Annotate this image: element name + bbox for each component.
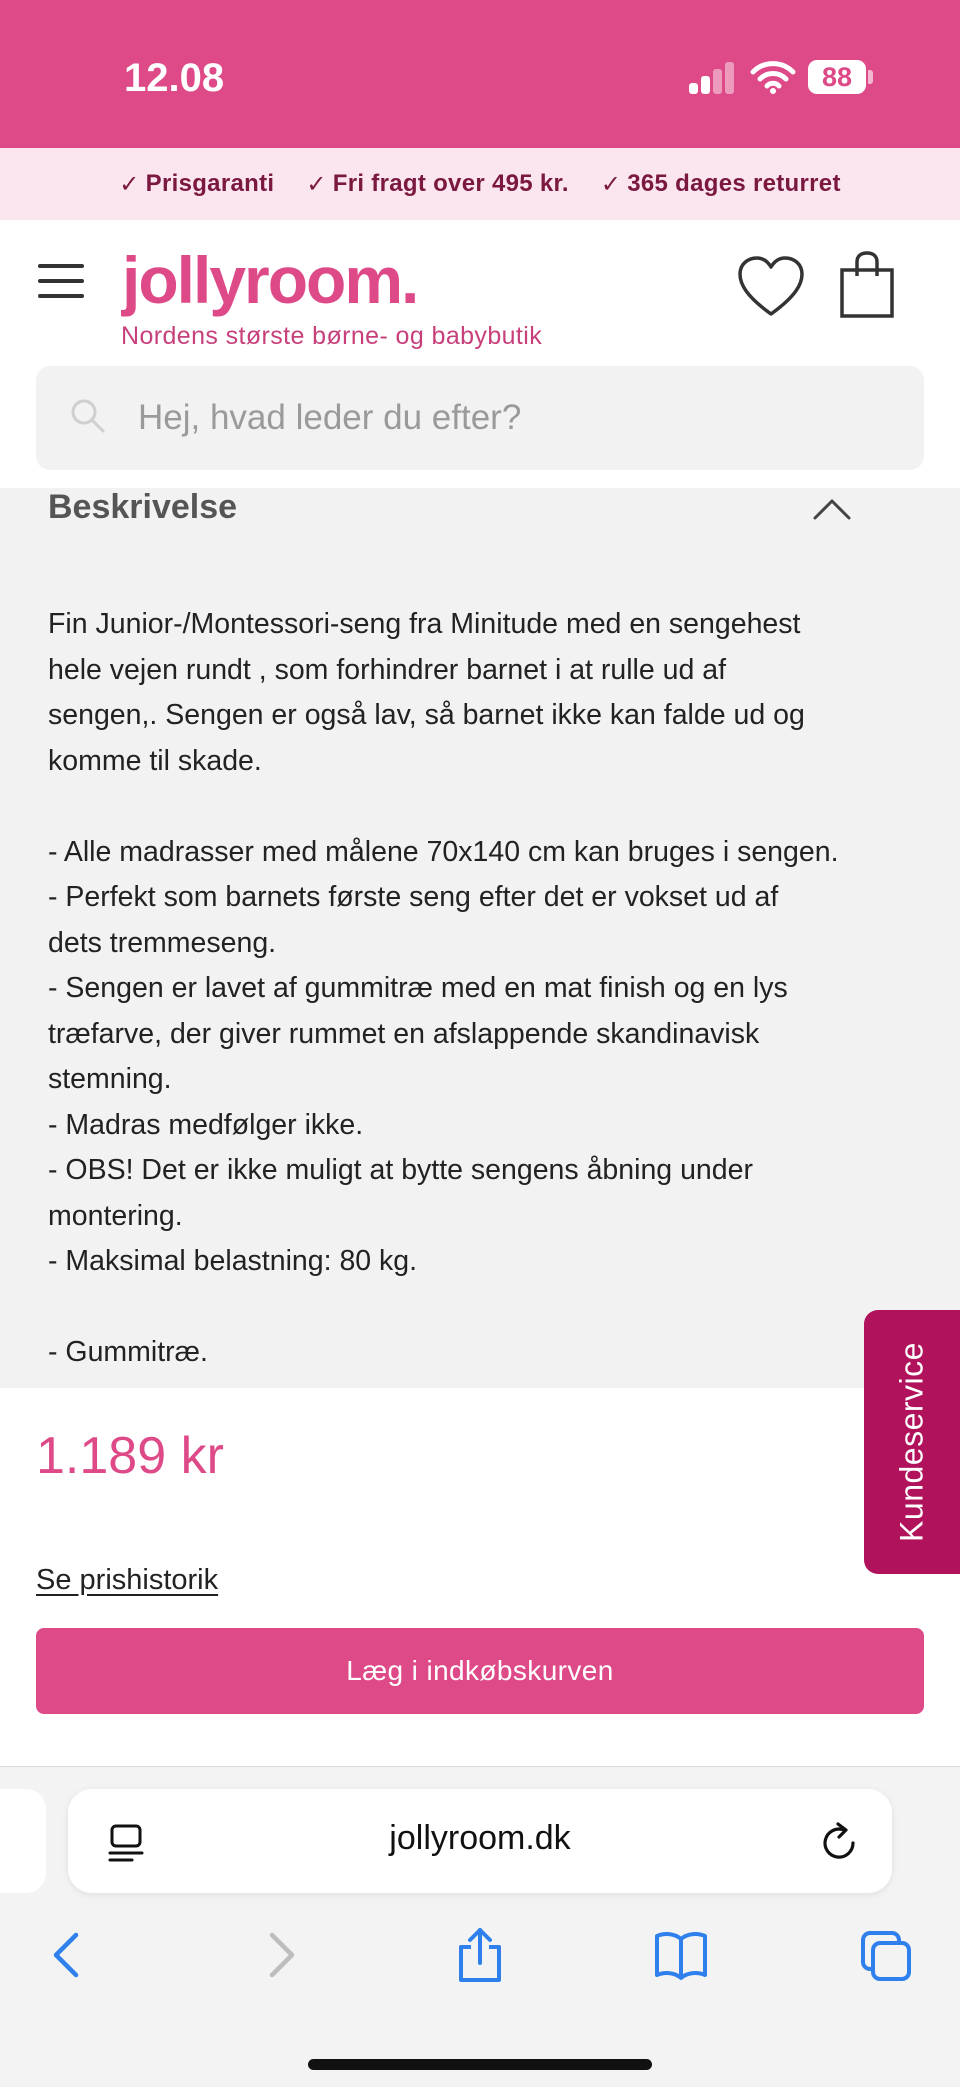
check-icon: ✓ xyxy=(119,170,140,198)
share-icon[interactable] xyxy=(453,1927,507,1983)
description-line: sengen,. Sengen er også lav, så barnet ikke kan falde ud og xyxy=(48,699,805,731)
usp-item-prisgaranti xyxy=(119,170,274,199)
check-icon: ✓ xyxy=(306,170,327,198)
description-line: - Alle madrasser med målene 70x140 cm kan bruges i sengen. xyxy=(48,835,839,868)
status-time: 12.08 xyxy=(124,56,225,100)
home-indicator xyxy=(308,2059,652,2070)
kundeservice-tab[interactable] xyxy=(864,1310,960,1574)
description-section xyxy=(0,488,960,1388)
battery-tip xyxy=(868,70,873,84)
url-text: jollyroom.dk xyxy=(389,1819,571,1857)
description-line: træfarve, der giver rummet en afslappende skandinavisk xyxy=(48,1017,760,1050)
search-icon xyxy=(68,396,108,436)
signal-icon xyxy=(689,62,735,94)
description-spacer xyxy=(48,1285,918,1331)
forward-icon[interactable] xyxy=(252,1927,306,1983)
description-line: komme til skade. xyxy=(48,744,262,777)
logo[interactable]: jollyroom. xyxy=(122,243,418,317)
description-title[interactable]: Beskrivelse xyxy=(48,488,238,526)
shopping-bag-icon[interactable] xyxy=(838,250,896,320)
usp-item-returret xyxy=(601,170,841,199)
description-line: montering. xyxy=(48,1199,183,1232)
browser-toolbar xyxy=(0,1766,960,2087)
status-bar xyxy=(0,0,960,148)
tagline: Nordens største børne- og babybutik xyxy=(121,322,543,350)
usp-bar xyxy=(0,148,960,220)
description-line: - Perfekt som barnets første seng efter det er vokset ud af xyxy=(48,881,779,913)
usp-label: Fri fragt over 495 kr. xyxy=(332,170,569,197)
description-line: Fin Junior-/Montessori-seng fra Minitude med en sengehest xyxy=(48,608,801,640)
price-history-link[interactable]: Se prishistorik xyxy=(36,1564,219,1596)
add-to-cart-button[interactable]: Læg i indkøbskurven xyxy=(36,1628,924,1714)
check-icon: ✓ xyxy=(600,170,622,198)
search-placeholder: Hej, hvad leder du efter? xyxy=(138,398,522,437)
heart-icon[interactable] xyxy=(736,254,806,320)
description-spacer xyxy=(48,784,918,830)
usp-item-fri-fragt xyxy=(306,170,568,199)
description-line: - Sengen er lavet af gummitræ med en mat finish og en lys xyxy=(48,972,788,1004)
bookmarks-icon[interactable] xyxy=(654,1927,708,1983)
back-icon[interactable] xyxy=(42,1927,96,1983)
wifi-icon xyxy=(750,60,796,94)
usp-label: Prisgaranti xyxy=(145,170,275,197)
tabs-icon[interactable] xyxy=(860,1927,914,1983)
description-line: hele vejen rundt , som forhindrer barnet i at rulle ud af xyxy=(48,653,727,686)
search-input[interactable] xyxy=(36,366,924,470)
description-line: - Maksimal belastning: 80 kg. xyxy=(48,1245,418,1277)
site-header xyxy=(0,220,960,488)
description-line: dets tremmeseng. xyxy=(48,926,277,959)
hamburger-menu-icon[interactable] xyxy=(38,264,84,298)
description-line: stemning. xyxy=(48,1063,172,1095)
description-body xyxy=(48,602,918,1376)
kundeservice-label: Kundeservice xyxy=(893,1342,930,1542)
product-price: 1.189 kr xyxy=(36,1427,224,1485)
description-line: - Gummitræ. xyxy=(48,1336,208,1368)
description-line: - Madras medfølger ikke. xyxy=(48,1108,364,1141)
reload-icon[interactable] xyxy=(820,1821,860,1863)
description-line: - OBS! Det er ikke muligt at bytte sengens åbning under xyxy=(48,1154,753,1186)
usp-label: 365 dages returret xyxy=(627,170,841,197)
address-bar[interactable] xyxy=(68,1789,892,1893)
chevron-up-icon[interactable] xyxy=(812,496,852,522)
battery-indicator: 88 xyxy=(808,60,866,94)
previous-tab-peek[interactable] xyxy=(0,1789,46,1893)
